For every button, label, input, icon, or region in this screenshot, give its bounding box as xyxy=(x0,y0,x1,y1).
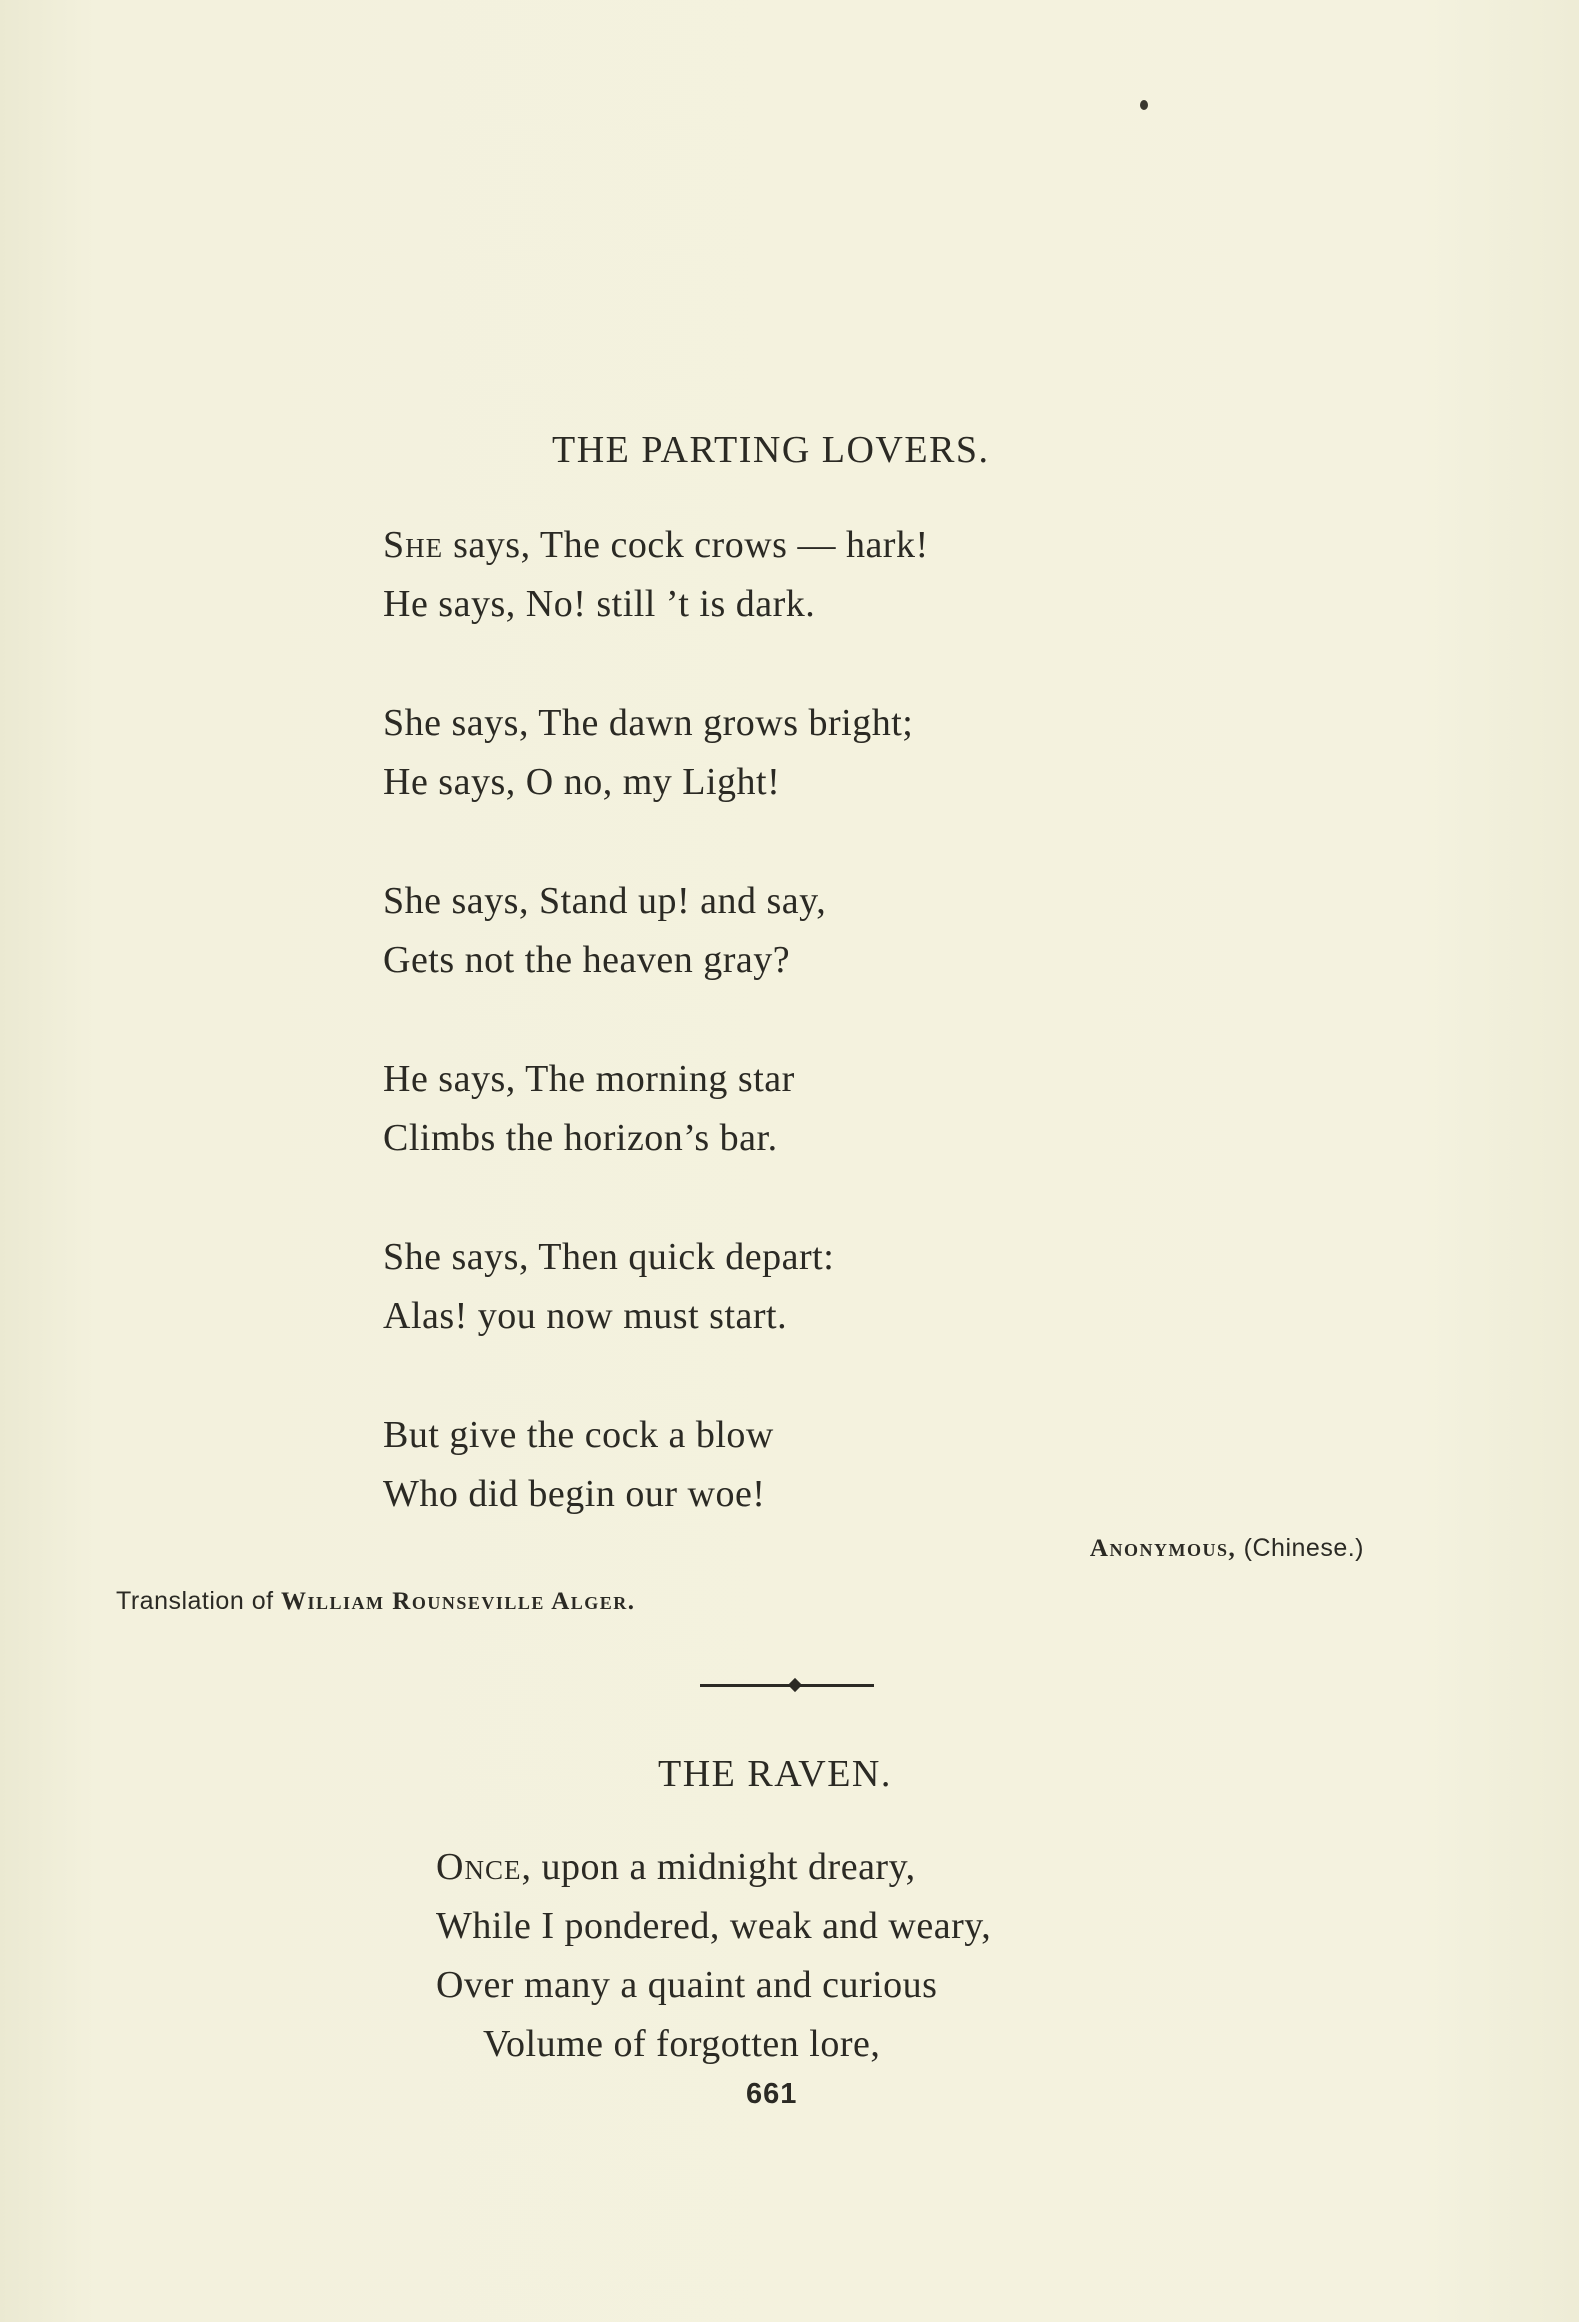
author-attribution xyxy=(1090,1534,1364,1563)
stanza-5 xyxy=(383,1228,834,1346)
drop-word: She xyxy=(383,524,444,566)
poem-line: Once, upon a midnight dreary, xyxy=(436,1846,916,1888)
poem-line: Over many a quaint and curious xyxy=(436,1964,938,2006)
translation-credit xyxy=(116,1587,636,1616)
translator-name: William Rounseville Alger. xyxy=(281,1588,636,1615)
poem-line: She says, Then quick depart: xyxy=(383,1236,835,1278)
stanza-6 xyxy=(383,1406,774,1524)
stanza-2 xyxy=(383,694,913,812)
raven-stanza xyxy=(436,1838,991,2074)
translation-prefix: Translation of xyxy=(116,1587,274,1615)
poem-line: She says, The cock crows — hark! xyxy=(383,524,929,566)
poem-line: Gets not the heaven gray? xyxy=(383,939,791,981)
poem-line: He says, No! still ’t is dark. xyxy=(383,583,816,625)
origin-note: (Chinese.) xyxy=(1243,1534,1364,1562)
page-number: 661 xyxy=(746,2078,798,2110)
drop-word: Once xyxy=(436,1846,522,1888)
poem-line: While I pondered, weak and weary, xyxy=(436,1905,992,1947)
printer-mark xyxy=(1140,100,1148,110)
poem-line: She says, Stand up! and say, xyxy=(383,880,827,922)
poem-line: Alas! you now must start. xyxy=(383,1295,788,1337)
poem-line: Climbs the horizon’s bar. xyxy=(383,1117,778,1159)
stanza-4 xyxy=(383,1050,795,1168)
poem-line: Who did begin our woe! xyxy=(383,1473,766,1515)
poem-line: Volume of forgotten lore, xyxy=(483,2023,881,2065)
stanza-3 xyxy=(383,872,826,990)
stanza-1 xyxy=(383,516,929,634)
divider-ornament-icon xyxy=(788,1678,802,1692)
poem-line: She says, The dawn grows bright; xyxy=(383,702,914,744)
author-name: Anonymous, xyxy=(1089,1535,1237,1562)
poem-line: He says, O no, my Light! xyxy=(383,761,781,803)
poem-line: But give the cock a blow xyxy=(383,1414,774,1456)
poem-title-parting-lovers: THE PARTING LOVERS. xyxy=(552,429,990,471)
poem-title-raven: THE RAVEN. xyxy=(658,1753,892,1795)
poem-line: He says, The morning star xyxy=(383,1058,795,1100)
